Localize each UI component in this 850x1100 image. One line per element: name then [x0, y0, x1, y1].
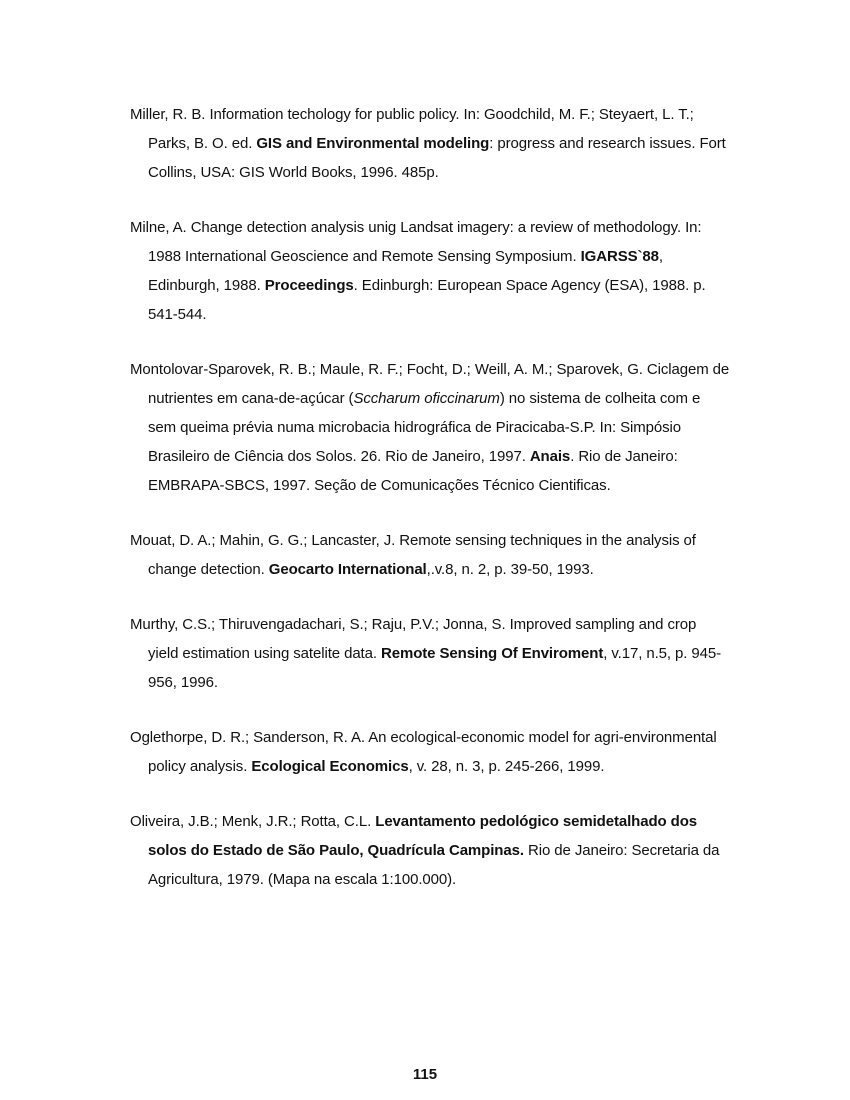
reference-text: Mouat, D. A.; Mahin, G. G.; Lancaster, J. Remote sensing techniques in the analysis of change detection. [130, 532, 696, 578]
reference-text: . Edinburgh: European Space Agency (ESA), 1988. p. 541-544. [148, 277, 706, 323]
reference-text: Montolovar-Sparovek, R. B.; Maule, R. F.; Focht, D.; Weill, A. M.; Sparovek, G. Ciclagem de nutrientes em cana-de-açúcar ( [130, 361, 730, 407]
reference-text: ) no sistema de colheita com e sem queima prévia numa microbacia hidrográfica de Piracicaba-S.P. In: Simpósio Brasileiro de Ciência dos Solos. 26. Rio de Janeiro, 1997. [148, 390, 701, 465]
reference-entry [130, 526, 730, 584]
reference-entry [130, 610, 730, 697]
reference-title: Ecological Economics [251, 758, 409, 775]
reference-entry [130, 723, 730, 781]
page-number: 115 [412, 1066, 438, 1083]
reference-entry [130, 355, 730, 500]
reference-text: Milne, A. Change detection analysis unig Landsat imagery: a review of methodology. In: 1988 International Geoscience and Remote Sensing Symposium. [130, 219, 702, 265]
reference-title: Remote Sensing Of Enviroment [381, 645, 604, 662]
reference-title: IGARSS`88 [580, 248, 659, 265]
reference-entry [130, 100, 730, 187]
reference-text: , v.17, n.5, p. 945-956, 1996. [148, 645, 722, 691]
reference-entry [130, 807, 730, 894]
reference-title: GIS and Environmental modeling [256, 135, 490, 152]
reference-text: , Edinburgh, 1988. [148, 248, 663, 294]
reference-text: , v. 28, n. 3, p. 245-266, 1999. [408, 758, 605, 775]
reference-title: Anais [529, 448, 571, 465]
reference-text: Oglethorpe, D. R.; Sanderson, R. A. An ecological-economic model for agri-environmental policy analysis. [130, 729, 717, 775]
reference-text: . Rio de Janeiro: EMBRAPA-SBCS, 1997. Seção de Comunicações Técnico Cientificas. [148, 448, 678, 494]
reference-entry [130, 213, 730, 329]
reference-list [130, 100, 730, 920]
reference-text: Murthy, C.S.; Thiruvengadachari, S.; Raju, P.V.; Jonna, S. Improved sampling and crop yield estimation using satelite data. [130, 616, 697, 662]
reference-text: : progress and research issues. Fort Collins, USA: GIS World Books, 1996. 485p. [148, 135, 726, 181]
reference-text: Oliveira, J.B.; Menk, J.R.; Rotta, C.L. [130, 813, 376, 830]
reference-title: Geocarto International [268, 561, 427, 578]
reference-text: Miller, R. B. Information techology for public policy. In: Goodchild, M. F.; Steyaert, L. T.; Parks, B. O. ed. [130, 106, 694, 152]
reference-text: ,.v.8, n. 2, p. 39-50, 1993. [426, 561, 594, 578]
reference-title: Levantamento pedológico semidetalhado dos solos do Estado de São Paulo, Quadrícula Campinas. [148, 813, 698, 859]
reference-title: Proceedings [264, 277, 354, 294]
reference-text: Rio de Janeiro: Secretaria da Agricultura, 1979. (Mapa na escala 1:100.000). [148, 842, 720, 888]
reference-italic-term: Sccharum oficcinarum [353, 390, 500, 407]
